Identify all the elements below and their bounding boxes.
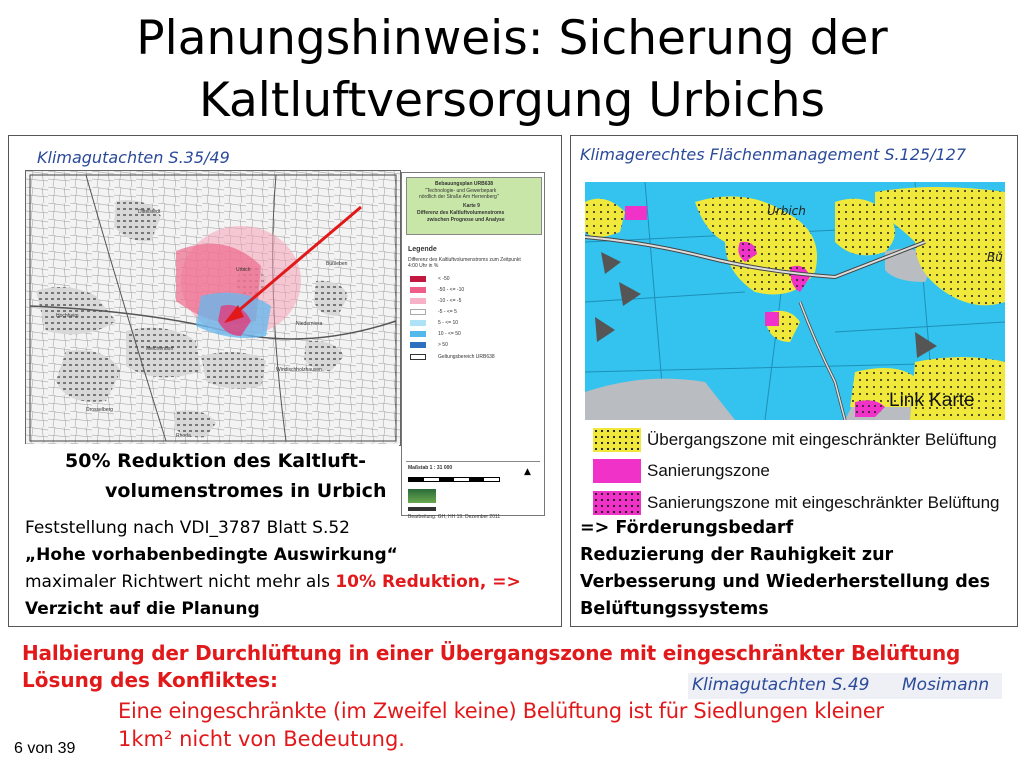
left-red-statement [25, 444, 399, 518]
legend-divider [406, 461, 540, 462]
map-label-place-1: Dittelstedt [138, 209, 161, 215]
bottom-headline: Halbierung der Durchlüftung in einer Übergangszone mit eingeschränkter Belüftung [22, 641, 961, 665]
right-source-label: Klimagerechtes Flächenmanagement S.125/127 [580, 145, 967, 164]
map-label-place-7: Melchendorf [146, 346, 174, 352]
legend-karte: Karte 9 [463, 203, 480, 209]
right-line-3: Verbesserung und Wiederherstellung des [580, 572, 991, 592]
title-line-1: Planungshinweis: Sicherung der [136, 11, 888, 66]
left-map-graphic [26, 171, 400, 445]
left-map [25, 170, 401, 446]
right-map-label-urbich: Urbich [767, 204, 806, 218]
legend-swatch-5 [410, 320, 426, 326]
legend-row-8: Geltungsbereich URB638 [438, 354, 495, 360]
link-karte[interactable]: Link Karte [889, 390, 975, 411]
left-line-3-b: 10% Reduktion, => [335, 572, 521, 592]
left-line-1: Feststellung nach VDI_3787 Blatt S.52 [25, 518, 350, 538]
map-label-place-9: Büßleben [326, 261, 348, 267]
legend-scalebar [408, 477, 500, 482]
bottom-ref-box [688, 673, 1002, 699]
legend-row-1: < -50 [438, 276, 450, 282]
right-map-label-bu: Bü [987, 250, 1003, 264]
legend-scale: Maßstab 1 : 31 000 [408, 465, 453, 471]
map-label-place-4: Windischholzhausen [276, 367, 322, 373]
legend-swatch-8 [410, 354, 426, 360]
thueringen-logo-icon [408, 489, 436, 503]
legend-karte-sub-2: zwischen Prognose und Analyse [427, 217, 505, 223]
legend-row-5: 5 - <= 10 [438, 320, 459, 326]
legend-swatch-1 [410, 276, 426, 282]
bottom-ref-1: Klimagutachten S.49 [692, 675, 870, 695]
page-number: 6 von 39 [14, 740, 76, 757]
left-map-legend [401, 172, 545, 520]
title-line-2: Kaltluftversorgung Urbichs [199, 73, 825, 128]
legend-row-7: > 50 [438, 342, 448, 348]
legend-plan-sub-1: "Technologie- und Gewerbepark [425, 188, 497, 194]
right-panel [570, 135, 1018, 627]
map-label-place-6: Rhoda [176, 433, 191, 439]
legend-plan-sub-2: nördlich der Straße Am Herrenberg" [419, 194, 499, 200]
legend-label-sanierung-eingeschraenkt: Sanierungszone mit eingeschränkter Belüftung [647, 493, 1000, 512]
bottom-quote-1: Eine eingeschränkte (im Zweifel keine) Belüftung ist für Siedlungen kleiner [118, 699, 884, 723]
bottom-ref-2: Mosimann [902, 675, 990, 695]
legend-row-2: -50 - <= -10 [438, 287, 465, 293]
legend-plan-title: Bebauungsplan URB638 [435, 181, 494, 187]
left-line-3 [25, 572, 521, 592]
legend-subheading: Differenz des Kaltluftvolumenstroms zum Zeitpunkt 4:00 Uhr in % [408, 257, 521, 269]
map-label-place-3: Niedernissa [296, 321, 323, 327]
legend-swatch-2 [410, 287, 426, 293]
legend-label-uebergangszone: Übergangszone mit eingeschränkter Belüftung [647, 430, 997, 449]
red-text-line-2: volumenstromes in Urbich [105, 480, 387, 502]
left-panel [8, 135, 562, 627]
map-label-place-5: Drosselberg [86, 407, 113, 413]
legend-title-box [406, 177, 542, 235]
right-line-2: Reduzierung der Rauhigkeit zur [580, 545, 894, 565]
slide-title [0, 8, 1024, 132]
right-line-1: => Förderungsbedarf [580, 518, 794, 538]
legend-footer: Bearbeitung: GH, HH 19. Dezember 2011 [408, 514, 501, 520]
bottom-loesung: Lösung des Konfliktes: [22, 668, 279, 692]
legend-heading: Legende [408, 246, 437, 253]
legend-swatch-4 [410, 309, 426, 315]
map-label-place-8: Hochheim [56, 313, 79, 319]
right-map[interactable] [585, 182, 1005, 420]
left-line-2: „Hohe vorhabenbedingte Auswirkung“ [25, 545, 398, 565]
legend-swatch-sanierungszone [593, 459, 641, 483]
legend-swatch-sanierung-eingeschraenkt [593, 491, 641, 515]
legend-row-3: -10 - <= -5 [438, 298, 462, 304]
legend-row-6: 10 - <= 50 [438, 331, 461, 337]
gefonet-logo-icon [408, 507, 436, 511]
bottom-quote-2: 1km² nicht von Bedeutung. [118, 727, 405, 751]
north-arrow-icon: ▲ [524, 467, 531, 477]
right-line-4: Belüftungssystems [580, 599, 769, 619]
legend-swatch-7 [410, 342, 426, 348]
legend-swatch-3 [410, 298, 426, 304]
legend-row-4: -5 - <= 5 [438, 309, 457, 315]
legend-label-sanierungszone: Sanierungszone [647, 461, 770, 480]
left-source-label: Klimagutachten S.35/49 [37, 148, 230, 167]
legend-swatch-uebergangszone [593, 428, 641, 452]
legend-swatch-6 [410, 331, 426, 337]
legend-karte-sub-1: Differenz des Kaltluftvolumenstroms [417, 210, 505, 216]
left-line-3-a: maximaler Richtwert nicht mehr als [25, 572, 336, 592]
red-text-line-1: 50% Reduktion des Kaltluft- [65, 450, 366, 472]
map-label-place-2: Urbich [236, 267, 251, 273]
left-line-4: Verzicht auf die Planung [25, 599, 260, 619]
